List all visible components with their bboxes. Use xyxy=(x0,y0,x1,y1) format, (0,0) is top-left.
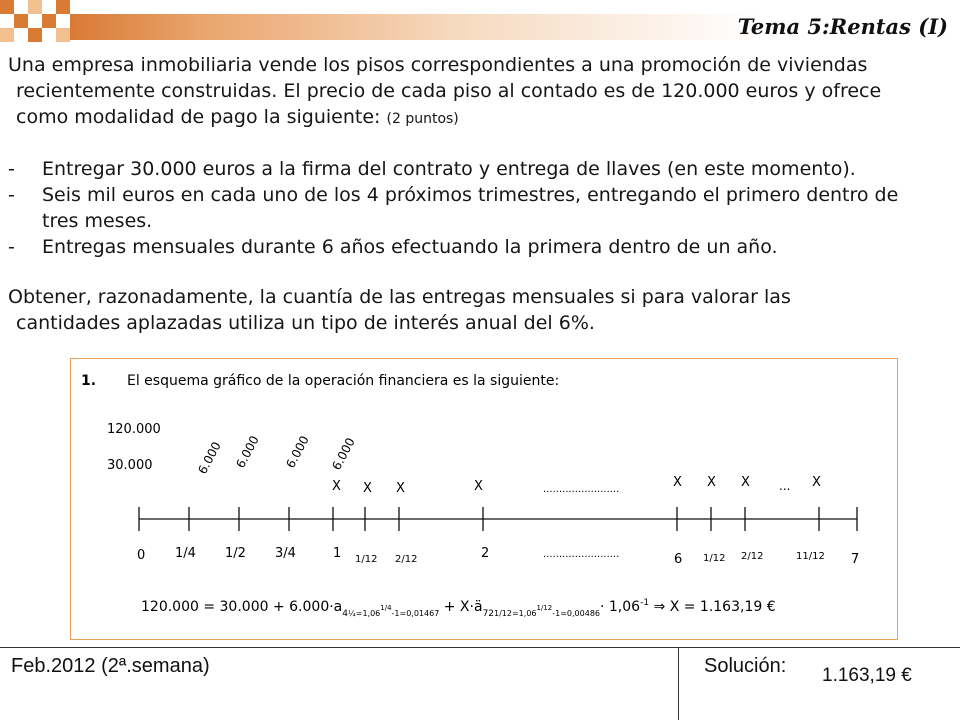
bullet-item xyxy=(8,156,948,182)
quarter-payment-label: 6.000 xyxy=(233,433,262,471)
problem-statement xyxy=(8,52,948,336)
step-number: 1. xyxy=(81,373,97,389)
decorative-squares-logo xyxy=(0,0,80,48)
axis-label: 0 xyxy=(137,548,146,563)
axis-label: 1/2 xyxy=(225,546,246,561)
solution-value: 1.163,19 € xyxy=(822,665,912,686)
solution-image xyxy=(70,358,898,640)
x-mark: X xyxy=(363,481,372,496)
x-mark: X xyxy=(741,475,750,490)
axis-sublabel: 1/12 xyxy=(355,554,378,565)
intro-line: como modalidad de pago la siguiente: (2 puntos) xyxy=(16,106,459,128)
intro-line: Una empresa inmobiliaria vende los pisos correspondientes a una promoción de viviendas xyxy=(8,54,868,76)
bullet-dash: - xyxy=(8,236,15,258)
header-gradient-bar xyxy=(70,14,760,40)
bullet-line: Entregas mensuales durante 6 años efectuando la primera dentro de un año. xyxy=(42,236,778,258)
bullet-line: Seis mil euros en cada uno de los 4 próximos trimestres, entregando el primero dentro de xyxy=(42,184,899,206)
bullet-item xyxy=(8,182,948,234)
axis-label: 1/4 xyxy=(175,546,196,561)
axis-label: 1 xyxy=(333,546,342,561)
step-text: El esquema gráfico de la operación financiera es la siguiente: xyxy=(127,373,560,389)
question-line: Obtener, razonadamente, la cuantía de las entregas mensuales si para valorar las xyxy=(8,286,791,308)
equation-text: $120.000 = 30.000 + 6.000\cdot a_4\frac{1}{4}=1,06^{1/4}_{-1=0,01467}$ + $X\cdot ä_{72}1/12=1,06^{1/12}_{-1=0,00486}\cdot 1,06^{-1}$ ⇒ X = 1.163,19 € xyxy=(141,598,776,619)
timeline-axis xyxy=(139,507,857,531)
axis-sublabel: 2/12 xyxy=(395,554,418,565)
x-mark: X xyxy=(707,475,716,490)
bullet-item xyxy=(8,234,948,260)
axis-labels xyxy=(137,546,859,567)
axis-sublabel: 2/12 xyxy=(741,551,764,562)
solution-label: Solución: xyxy=(704,655,787,677)
points-note: (2 puntos) xyxy=(386,111,459,127)
axis-label: 3/4 xyxy=(275,546,296,561)
axis-sublabel: 1/12 xyxy=(703,553,726,564)
bullet-line: Entregar 30.000 euros a la firma del contrato y entrega de llaves (en este momento). xyxy=(42,158,856,180)
dotted-gap: ........................ xyxy=(543,549,620,560)
quarter-payment-label: 6.000 xyxy=(329,435,358,473)
x-mark: X xyxy=(812,475,821,490)
axis-label: 6 xyxy=(674,552,683,567)
intro-line: recientemente construidas. El precio de cada piso al contado es de 120.000 euros y ofrece xyxy=(16,80,882,102)
ellipsis: ... xyxy=(779,479,791,493)
monthly-x-marks xyxy=(332,475,821,496)
bullet-dash: - xyxy=(8,184,15,206)
footer-divider xyxy=(0,647,960,648)
slide-title: Tema 5:Rentas (I) xyxy=(737,14,948,39)
axis-label: 2 xyxy=(481,546,490,561)
x-mark: X xyxy=(673,475,682,490)
amount-label: 30.000 xyxy=(107,458,153,473)
footer-column-divider xyxy=(678,647,679,720)
quarter-payment-label: 6.000 xyxy=(283,433,312,471)
header-bar xyxy=(0,0,960,48)
x-mark: X xyxy=(396,481,405,496)
amount-label: 120.000 xyxy=(107,422,161,437)
x-mark: X xyxy=(474,479,483,494)
x-mark: X xyxy=(332,479,341,494)
bullet-line: tres meses. xyxy=(42,210,153,232)
exam-date: Feb.2012 (2ª.semana) xyxy=(11,655,210,677)
bullet-dash: - xyxy=(8,158,15,180)
question-line: cantidades aplazadas utiliza un tipo de interés anual del 6%. xyxy=(16,312,595,334)
timeline-diagram xyxy=(71,359,897,639)
dotted-gap: ........................ xyxy=(543,484,620,495)
solution-equation xyxy=(141,598,776,619)
axis-sublabel: 11/12 xyxy=(796,551,825,562)
quarter-payment-label: 6.000 xyxy=(195,439,224,477)
axis-label: 7 xyxy=(851,552,860,567)
